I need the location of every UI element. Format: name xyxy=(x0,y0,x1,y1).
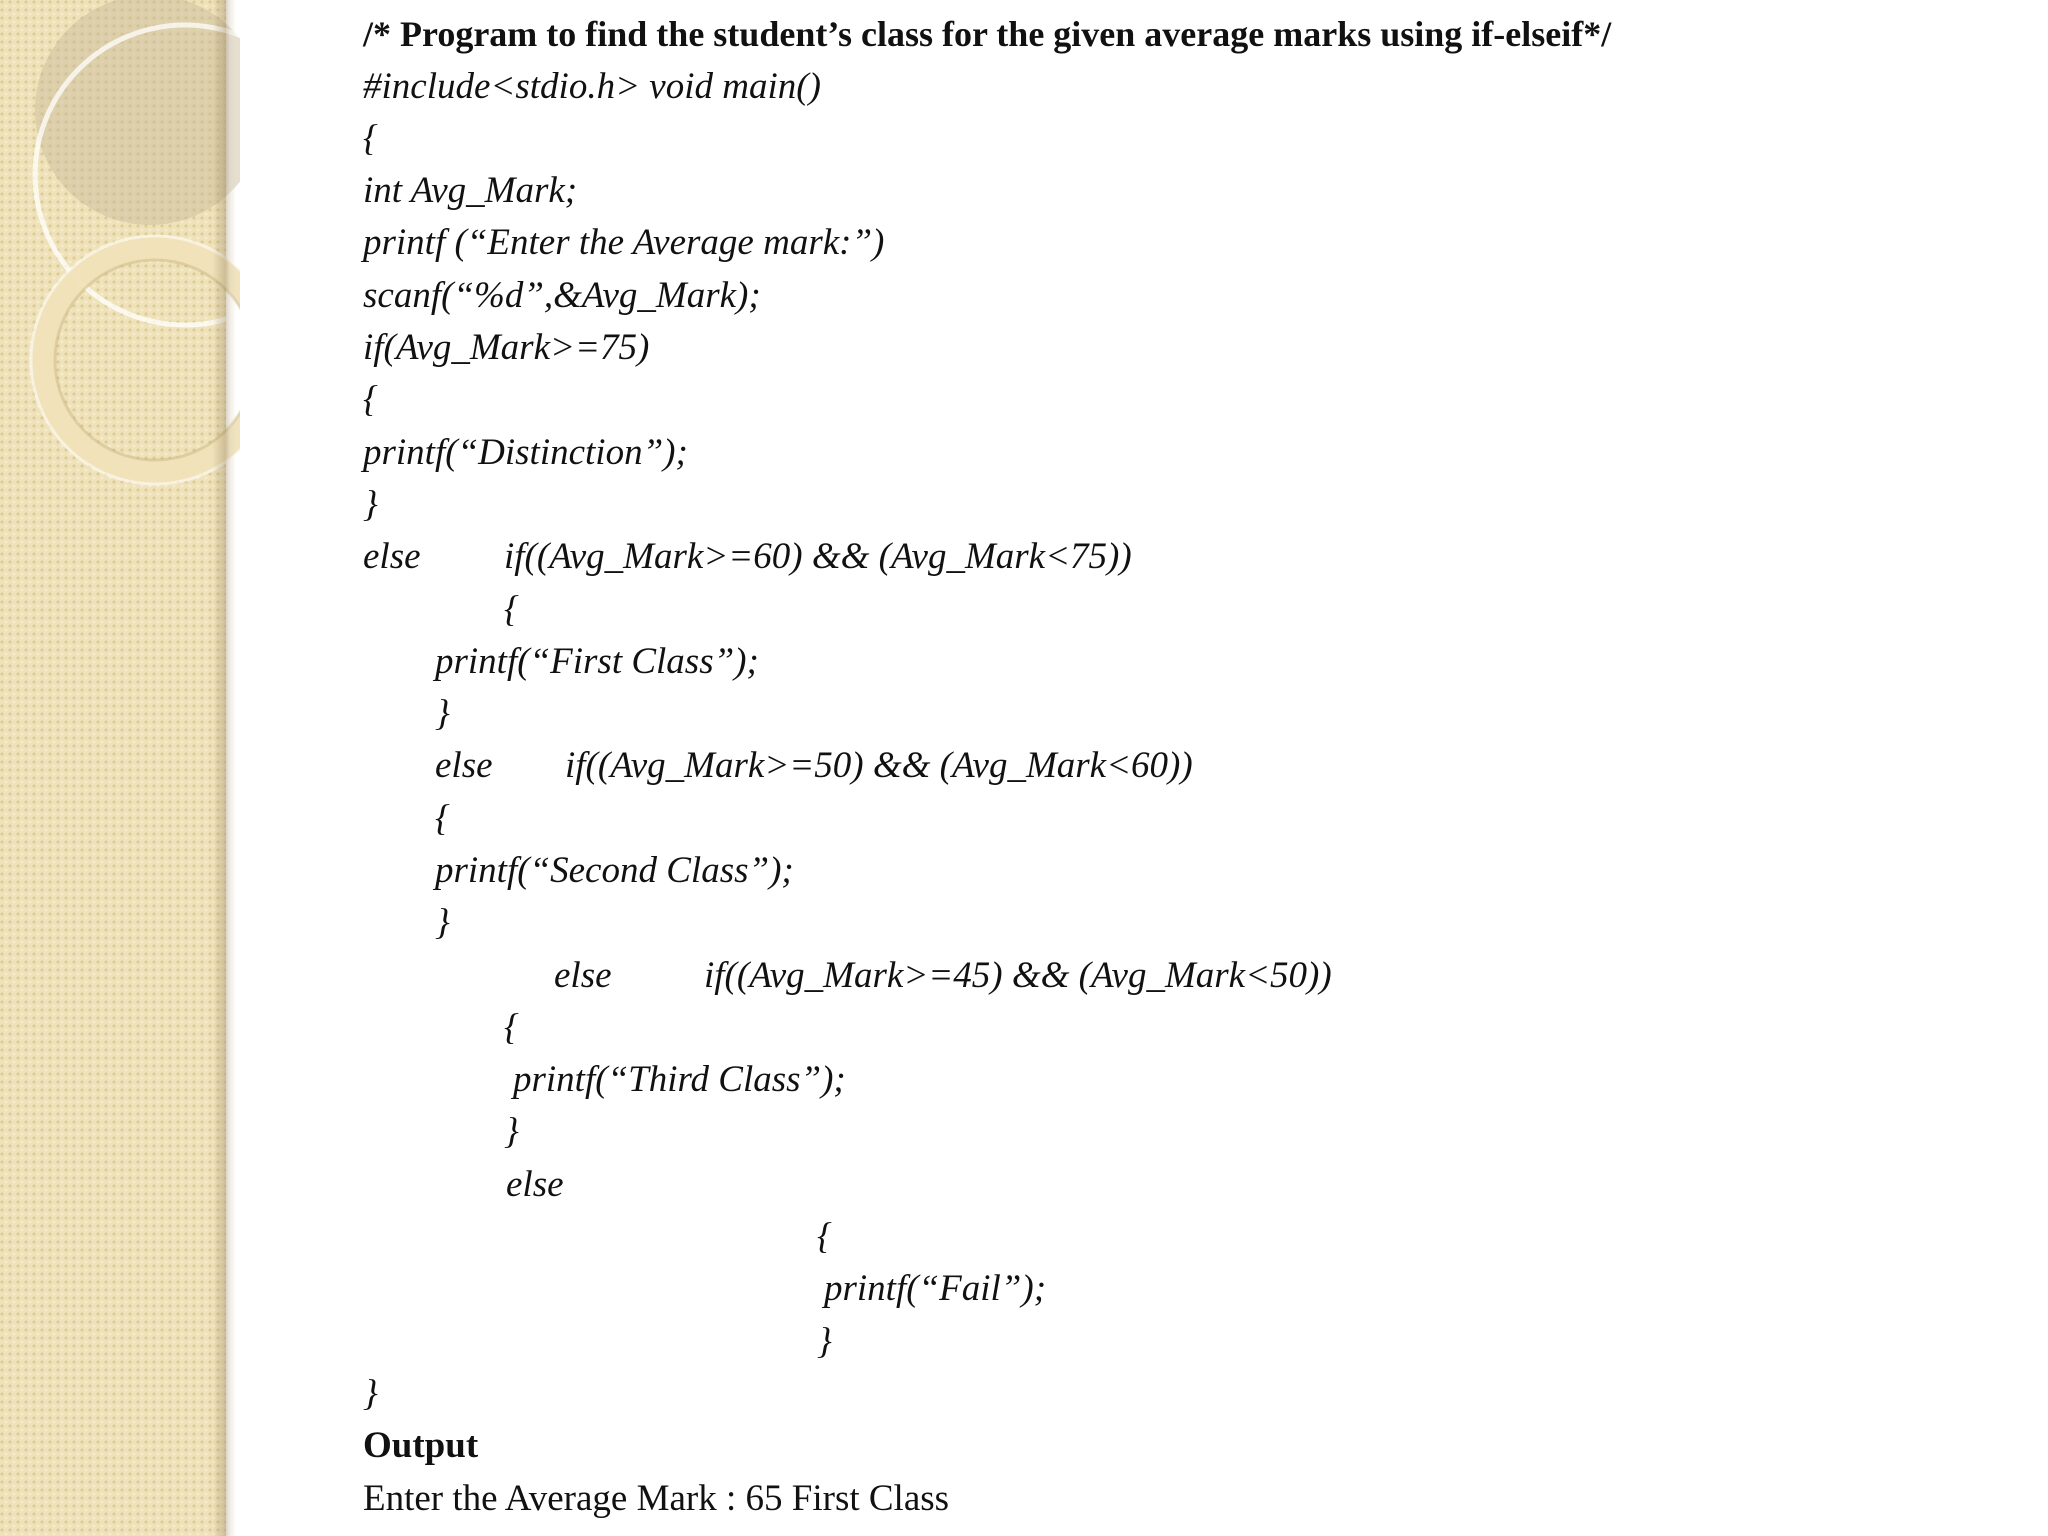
code-line: printf(“First Class”); xyxy=(435,641,759,682)
code-line: } xyxy=(363,484,378,525)
code-line: scanf(“%d”,&Avg_Mark); xyxy=(363,275,761,316)
code-line: { xyxy=(504,1007,519,1048)
code-line: else xyxy=(554,955,612,996)
code-line: int Avg_Mark; xyxy=(363,170,578,211)
decorative-rings-graphic xyxy=(0,0,240,520)
output-text: Enter the Average Mark : 65 First Class xyxy=(363,1478,950,1519)
code-line: if((Avg_Mark>=60) && (Avg_Mark<75)) xyxy=(504,536,1132,577)
code-line: printf (“Enter the Average mark:”) xyxy=(363,222,885,263)
code-line: { xyxy=(817,1216,832,1257)
code-line: { xyxy=(504,589,519,630)
output-heading: Output xyxy=(363,1425,479,1466)
code-line: else xyxy=(363,536,421,577)
code-line: if((Avg_Mark>=50) && (Avg_Mark<60)) xyxy=(565,745,1193,786)
code-line: { xyxy=(435,798,450,839)
code-line: } xyxy=(435,902,450,943)
code-line: else xyxy=(435,745,493,786)
code-line: if(Avg_Mark>=75) xyxy=(363,327,650,368)
code-line: printf(“Second Class”); xyxy=(435,850,794,891)
code-line: } xyxy=(817,1321,832,1362)
code-line: } xyxy=(504,1111,519,1152)
code-line: } xyxy=(435,693,450,734)
code-line: #include<stdio.h> void main() xyxy=(363,66,821,107)
code-line: printf(“Third Class”); xyxy=(513,1059,846,1100)
code-line: printf(“Fail”); xyxy=(824,1268,1047,1309)
code-line: else xyxy=(506,1164,564,1205)
code-line: printf(“Distinction”); xyxy=(363,432,688,473)
side-band-shadow xyxy=(212,0,236,1536)
code-line: } xyxy=(363,1373,378,1414)
code-line: if((Avg_Mark>=45) && (Avg_Mark<50)) xyxy=(704,955,1332,996)
slide-title: /* Program to find the student’s class for the given average marks using if-elseif*/ xyxy=(363,14,1612,54)
code-line: { xyxy=(363,379,378,420)
code-line: { xyxy=(363,118,378,159)
